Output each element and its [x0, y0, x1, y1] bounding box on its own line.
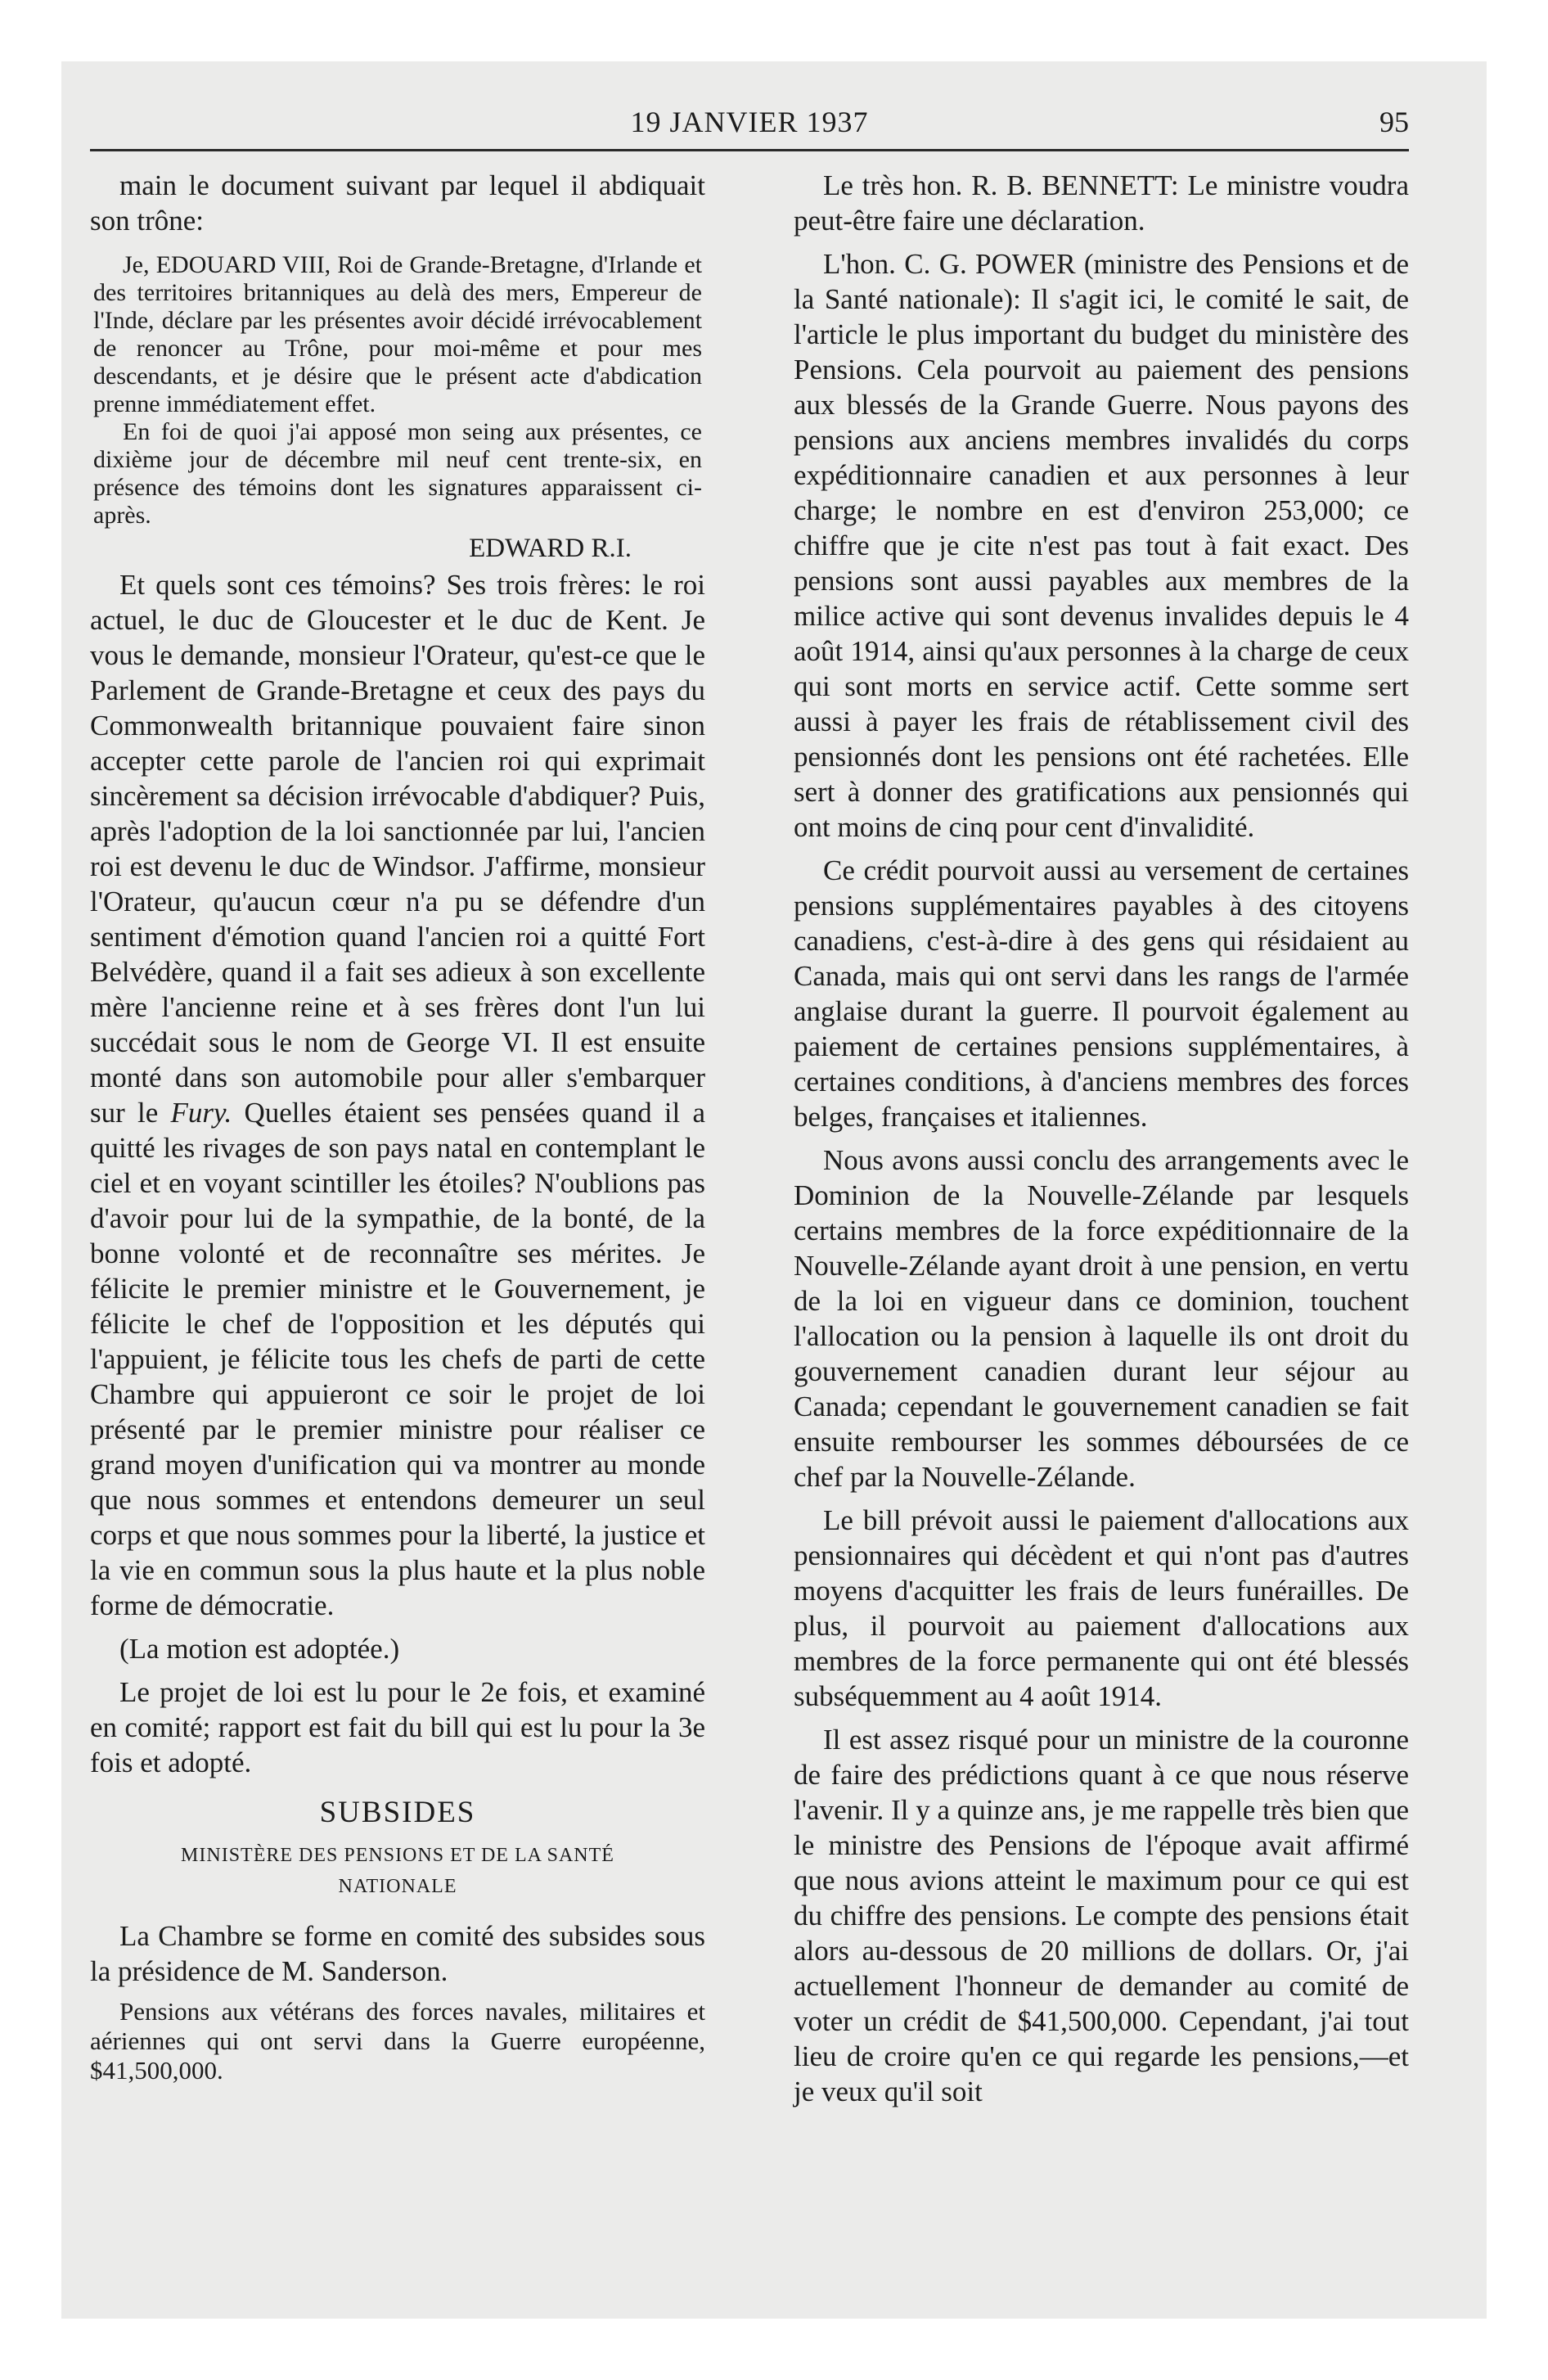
ship-name: Fury. — [170, 1097, 232, 1129]
predictions-paragraph: Il est assez risqué pour un ministre de la couronne de faire des prédictions quant à ce que nous réserve l'avenir. Il y a quinze ans, je me rappelle très bien que le ministre des Pensions de l'époque avait affirmé que nous avions atteint le maximum pour ce qui est du chiffre des pensions. Le compte des pensions était alors au-dessous de 20 millions de dollars. Or, j'ai actuellement l'honneur de demander au comité de voter un crédit de $41,500,000. Cependant, j'ai tout lieu de croire qu'en ce qui regarde les pensions,—et je veux qu'il soit — [794, 1724, 1409, 2107]
speech-text-cont: Quelles étaient ses pensées quand il a quitté les rivages de son pays natal en contemplant le ciel et en voyant scintiller les étoiles? N'oublions pas d'avoir pour lui de la sympathie, de la bonté, de la bonne volonté et de reconnaître ses mérites. Je félicite le premier ministre et le Gouvernement, je félicite le chef de l'opposition et les députés qui l'appuient, je félicite tous les chefs de parti de cette Chambre qui appuieront ce soir le projet de loi présenté par le premier ministre pour réaliser ce grand moyen d'unification qui va montrer au monde que nous sommes et entendons demeurer un seul corps et que nous sommes pour la liberté, la justice et la vie en commun sous la plus haute et la plus noble forme de démocratie. — [90, 1097, 705, 1621]
header-date: 19 JANVIER 1937 — [630, 106, 869, 138]
second-reading: Le projet de loi est lu pour le 2e fois, et examiné en comité; rapport est fait du bill qui est lu pour la 3e fois et adopté. — [90, 1676, 705, 1778]
ministry-heading-line-1: MINISTÈRE DES PENSIONS ET DE LA SANTÉ — [181, 1845, 614, 1866]
speech-paragraph — [90, 567, 705, 1623]
left-column — [90, 168, 705, 2085]
signature: EDWARD R.I. — [469, 534, 632, 563]
new-zealand-paragraph: Nous avons aussi conclu des arrangements avec le Dominion de la Nouvelle-Zélande par lesquels certains membres de la force expéditionnaire de la Nouvelle-Zélande ayant droit à une pension, en vertu de la loi en vigueur dans ce dominion, touchent l'allocation ou la pension à laquelle ils ont droit du gouvernement canadien durant leur séjour au Canada; cependant le gouvernement canadien se fait ensuite rembourser les sommes déboursées de ce chef par la Nouvelle-Zélande. — [794, 1144, 1409, 1493]
subsides-heading: SUBSIDES — [319, 1796, 476, 1829]
credit-paragraph: Ce crédit pourvoit aussi au versement de certaines pensions supplémentaires payables à des citoyens canadiens, c'est-à-dire à des gens qui résidaient au Canada, mais qui ont servi dans les rangs de l'armée anglaise durant la guerre. Il pourvoit également au paiement de certaines pensions supplémentaires, à certaines conditions, à d'anciens membres des forces belges, françaises et italiennes. — [794, 854, 1409, 1133]
ministry-heading-line-2: NATIONALE — [338, 1876, 457, 1897]
page-number: 95 — [1379, 106, 1409, 138]
abdication-quote-1: Je, EDOUARD VIII, Roi de Grande-Bretagne, d'Irlande et des territoires britanniques au delà des mers, Empereur de l'Inde, déclare par les présentes avoir décidé irrévocablement de renoncer au Trône, pour moi-même et pour mes descendants, et je désire que le présent acte d'abdication prenne immédiatement effet. — [93, 251, 702, 417]
header-rule — [90, 149, 1409, 151]
power-paragraph: L'hon. C. G. POWER (ministre des Pensions et de la Santé nationale): Il s'agit ici, le comité le sait, de l'article le plus important du budget du ministère des Pensions. Cela pourvoit au paiement des pensions aux blessés de la Grande Guerre. Nous payons des pensions aux anciens membres invalidés du corps expéditionnaire canadien et aux personnes à leur charge; le nombre en est d'environ 253,000; ce chiffre que je cite n'est pas tout à fait exact. Des pensions sont aussi payables aux membres de la milice active qui sont devenus invalides depuis le 4 août 1914, ainsi qu'aux personnes à la charge de ceux qui sont morts en service actif. Cette somme sert aussi à payer les frais de rétablissement civil des pensionnés dont les pensions ont été rachetées. Elle sert à donner des gratifications aux pensionnés qui ont moins de cinq pour cent d'invalidité. — [794, 248, 1409, 843]
page-header — [90, 105, 1409, 146]
right-column — [794, 168, 1409, 2109]
bennett-paragraph: Le très hon. R. B. BENNETT: Le ministre voudra peut-être faire une déclaration. — [794, 169, 1409, 237]
intro-paragraph: main le document suivant par lequel il abdiquait son trône: — [90, 169, 705, 237]
speech-text: Et quels sont ces témoins? Ses trois frères: le roi actuel, le duc de Gloucester et le duc de Kent. Je vous le demande, monsieur l'Orateur, qu'est-ce que le Parlement de Grande-Bretagne et ceux des pays du Commonwealth britannique pouvaient faire sinon accepter cette parole de l'ancien roi qui exprimait sincèrement sa décision irrévocable d'abdiquer? Puis, après l'adoption de la loi sanctionnée par lui, l'ancien roi est devenu le duc de Windsor. J'affirme, monsieur l'Orateur, qu'aucun cœur n'a pu se défendre d'un sentiment d'émotion quand l'ancien roi a quitté Fort Belvédère, quand il a fait ses adieux à son excellente mère l'ancienne reine et à ses frères dont l'un lui succédait sous le nom de George VI. Il est ensuite monté dans son automobile pour aller s'embarquer sur le — [90, 569, 705, 1129]
abdication-quote-2: En foi de quoi j'ai apposé mon seing aux présentes, ce dixième jour de décembre mil neuf cent trente-six, en présence des témoins dont les signatures apparaissent ci-après. — [93, 418, 702, 529]
vote-item: Pensions aux vétérans des forces navales, militaires et aériennes qui ont servi dans la Guerre européenne, $41,500,000. — [90, 1997, 705, 2085]
committee-paragraph: La Chambre se forme en comité des subsides sous la présidence de M. Sanderson. — [90, 1920, 705, 1987]
allowances-paragraph: Le bill prévoit aussi le paiement d'allocations aux pensionnaires qui décèdent et qui n'ont pas d'autres moyens d'acquitter les frais de leurs funérailles. De plus, il pourvoit au paiement d'allocations aux membres de la force permanente qui ont été blessés subséquemment au 4 août 1914. — [794, 1504, 1409, 1712]
motion-adopted: (La motion est adoptée.) — [119, 1633, 400, 1665]
ministry-heading — [90, 1840, 705, 1902]
